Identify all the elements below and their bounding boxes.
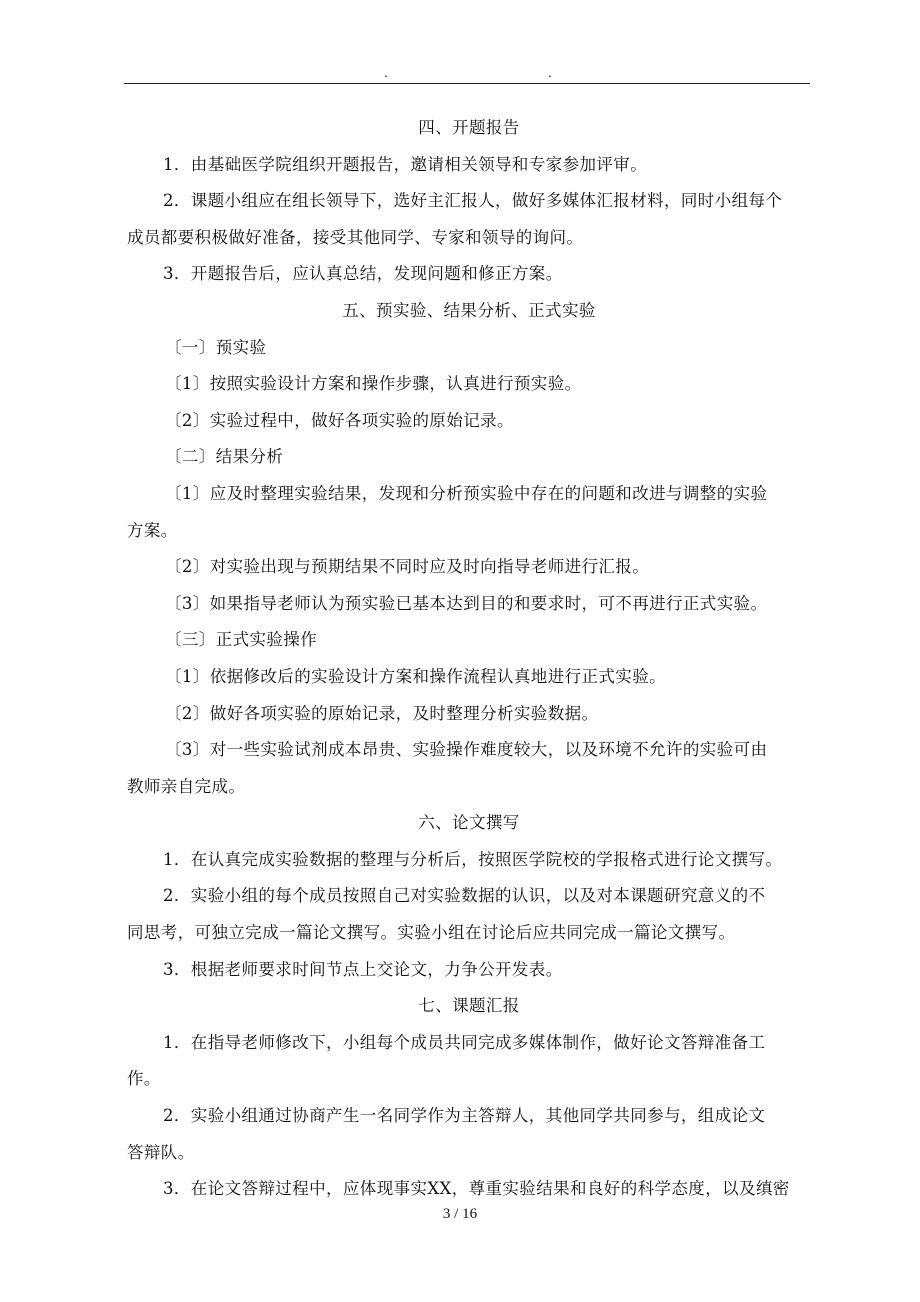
paragraph-line: 〔2〕实验过程中，做好各项实验的原始记录。: [165, 410, 514, 430]
paragraph-line: 2．课题小组应在组长领导下，选好主汇报人，做好多媒体汇报材料，同时小组每个: [163, 191, 783, 211]
paragraph-line: 〔1〕依据修改后的实验设计方案和操作流程认真地进行正式实验。: [165, 666, 666, 686]
page-header: [0, 66, 920, 80]
page-number: 3 / 16: [442, 1206, 478, 1222]
section-heading-5: 五、预实验、结果分析、正式实验: [342, 300, 596, 320]
paragraph-line: 〔2〕对实验出现与预期结果不同时应及时向指导老师进行汇报。: [165, 557, 650, 577]
paragraph-line: 答辩队。: [127, 1142, 195, 1162]
subsection-heading: 〔三〕正式实验操作: [165, 630, 318, 650]
paragraph-line: 〔2〕做好各项实验的原始记录，及时整理分析实验数据。: [165, 703, 599, 723]
paragraph-line: 3．在论文答辩过程中，应体现事实XX，尊重实验结果和良好的科学态度，以及缜密: [163, 1179, 790, 1199]
paragraph-line: 同思考，可独立完成一篇论文撰写。实验小组在讨论后应共同完成一篇论文撰写。: [127, 923, 736, 943]
section-heading-6: 六、论文撰写: [418, 813, 520, 833]
header-dot-right: .: [548, 66, 552, 80]
section-heading-7: 七、课题汇报: [418, 996, 520, 1016]
paragraph-line: 1．在认真完成实验数据的整理与分析后，按照医学院校的学报格式进行论文撰写。: [163, 849, 783, 869]
header-dot-left: .: [384, 66, 388, 80]
paragraph-line: 〔3〕如果指导老师认为预实验已基本达到目的和要求时，可不再进行正式实验。: [165, 593, 768, 613]
paragraph-line: 〔1〕应及时整理实验结果，发现和分析预实验中存在的问题和改进与调整的实验: [165, 483, 768, 503]
paragraph-line: 教师亲自完成。: [127, 776, 246, 796]
document-body: [127, 110, 811, 1208]
paragraph-line: 成员都要积极做好准备，接受其他同学、专家和领导的询问。: [127, 227, 584, 247]
paragraph-line: 作。: [127, 1069, 161, 1089]
subsection-heading: 〔一〕预实验: [165, 337, 267, 357]
paragraph-line: 〔3〕对一些实验试剂成本昂贵、实验操作难度较大，以及环境不允许的实验可由: [165, 740, 768, 760]
header-rule: [124, 83, 810, 84]
subsection-heading: 〔二〕结果分析: [165, 447, 284, 467]
paragraph-line: 2．实验小组通过协商产生一名同学作为主答辩人，其他同学共同参与，组成论文: [163, 1106, 766, 1126]
section-heading-4: 四、开题报告: [418, 118, 520, 137]
paragraph-line: 2．实验小组的每个成员按照自己对实验数据的认识，以及对本课题研究意义的不: [163, 886, 766, 906]
paragraph-line: 1．在指导老师修改下，小组每个成员共同完成多媒体制作，做好论文答辩准备工: [163, 1032, 766, 1052]
paragraph-line: 〔1〕按照实验设计方案和操作步骤，认真进行预实验。: [165, 374, 582, 394]
paragraph-line: 3．开题报告后，应认真总结，发现问题和修正方案。: [163, 264, 563, 284]
paragraph-line: 1．由基础医学院组织开题报告，邀请相关领导和专家参加评审。: [163, 154, 648, 174]
paragraph-line: 方案。: [127, 520, 178, 540]
paragraph-line: 3．根据老师要求时间节点上交论文，力争公开发表。: [163, 959, 563, 979]
